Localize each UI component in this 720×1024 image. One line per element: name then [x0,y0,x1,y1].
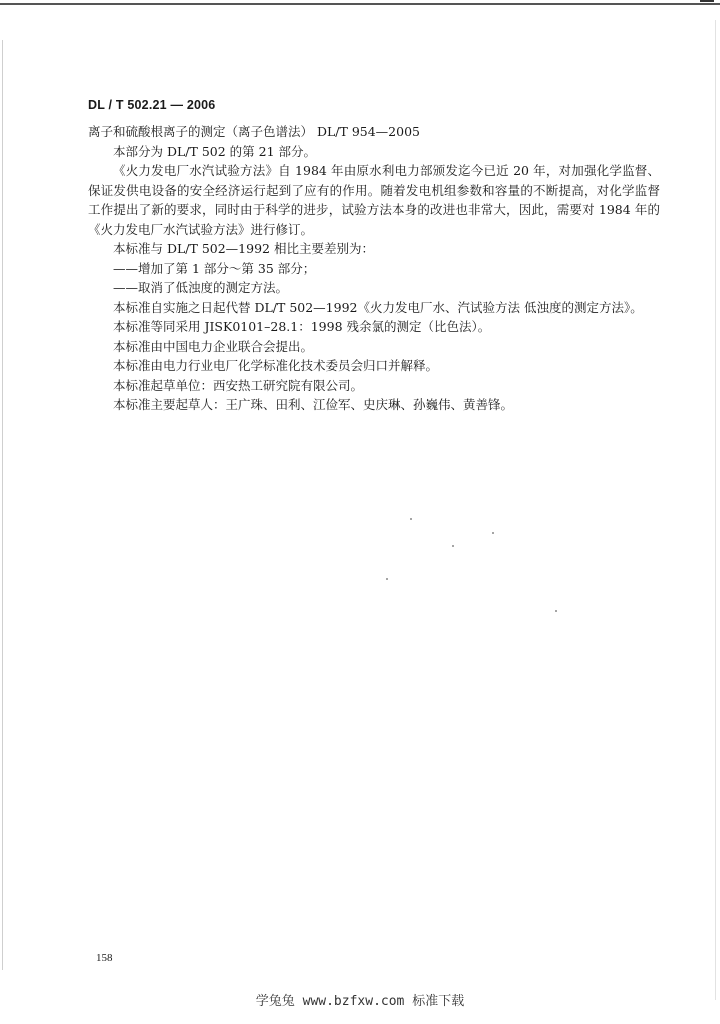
drafting-unit-statement: 本标准起草单位：西安热工研究院有限公司。 [113,377,364,393]
site-watermark: 学兔兔 www.bzfxw.com 标准下载 [255,994,465,1009]
scan-left-edge [2,40,3,970]
replacement-statement: 本标准自实施之日起代替 DL/T 502—1992《火力发电厂水、汽试验方法 低浊度的测定方法》。 [113,299,643,315]
scan-speck [555,610,557,612]
interpretation-statement: 本标准由电力行业电厂化学标准化技术委员会归口并解释。 [113,358,439,373]
scan-speck [410,518,412,520]
scan-speck [452,545,454,547]
corner-mark [700,0,714,12]
differences-intro: 本标准与 DL/T 502—1992 相比主要差别为： [113,241,374,256]
document-code-header: DL / T 502.21 — 2006 [88,98,216,112]
page-number: 158 [96,952,113,964]
top-border-line [0,3,720,5]
drafters-statement: 本标准主要起草人：王广珠、田利、江俭军、史庆琳、孙巍伟、黄善锋。 [113,397,514,412]
part-statement: 本部分为 DL/T 502 的第 21 部分。 [113,143,317,159]
background-paragraph: 《火力发电厂水汽试验方法》自 1984 年由原水利电力部颁发迄今已近 20 年，对加强化学监督、保证发供电设备的安全经济运行起到了应有的作用。随着发电机组参数和容量的不断提高，对化学监督工作提出了新的要求，同时由于科学的进步，试验方法本身的改进也非常大，因此，需要对 1984 年的《火力发电厂水汽试验方法》进行修订。 [88,163,660,237]
adoption-statement: 本标准等同采用 JISK0101–28.1：1998 残余氯的测定（比色法）。 [113,319,491,334]
difference-item-removed: ——取消了低浊度的测定方法。 [113,280,289,295]
proposer-statement: 本标准由中国电力企业联合会提出。 [113,338,314,354]
difference-item-added: ——增加了第 1 部分～第 35 部分； [113,260,316,276]
reference-line: 离子和硫酸根离子的测定（离子色谱法） DL/T 954—2005 [88,124,420,139]
scan-speck [386,578,388,580]
scan-right-edge [715,20,716,1000]
scan-speck [492,532,494,534]
document-body [88,122,660,415]
